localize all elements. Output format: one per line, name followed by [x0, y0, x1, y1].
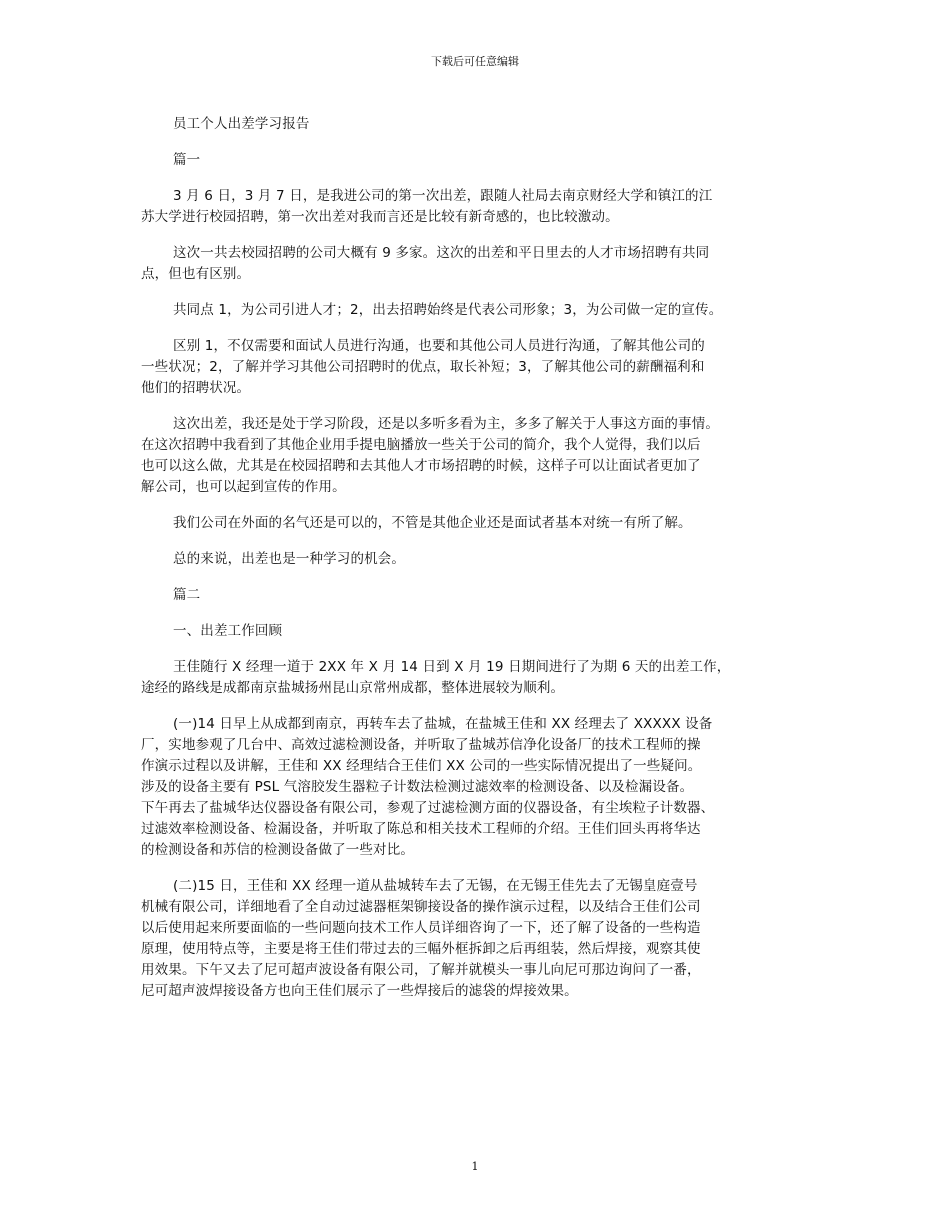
page-number: 1	[471, 1160, 479, 1173]
subsection-heading: 一、出差工作回顾	[173, 623, 283, 639]
body-paragraph: 共同点 1，为公司引进人才；2，出去招聘始终是代表公司形象；3，为公司做一定的宣传。	[173, 302, 723, 318]
section-heading-part-one: 篇一	[173, 152, 201, 168]
body-paragraph: (二)15 日，王佳和 XX 经理一道从盐城转车去了无锡，在无锡王佳先去了无锡皇庭壹号 机械有限公司，详细地看了全自动过滤器框架铆接设备的操作演示过程，以及结合王佳们公司 以后使用起来所要面临的一些问题向技术工作人员详细咨询了一下，还了解了设备的一些构造 原理，使用特点等，主要是将王佳们带过去的三幅外框拆卸之后再组装，然后焊接，观察其使 用效果。下午又去了尼可超声波设备有限公司，了解并就模头一事儿向尼可那边询问了一番， 尼可超声波焊接设备方也向王佳们展示了一些焊接后的滤袋的焊接效果。	[141, 878, 701, 999]
body-paragraph: 总的来说，出差也是一种学习的机会。	[173, 551, 406, 567]
document-title: 员工个人出差学习报告	[173, 116, 310, 132]
section-heading-part-two: 篇二	[173, 587, 201, 603]
body-paragraph: 3 月 6 日，3 月 7 日，是我进公司的第一次出差，跟随人社局去南京财经大学和镇江的江 苏大学进行校园招聘，第一次出差对我而言还是比较有新奇感的，也比较激动。	[141, 188, 713, 225]
body-paragraph: 这次一共去校园招聘的公司大概有 9 多家。这次的出差和平日里去的人才市场招聘有共同 点，但也有区别。	[141, 245, 710, 282]
body-paragraph: 区别 1，不仅需要和面试人员进行沟通，也要和其他公司人员进行沟通，了解其他公司的 一些状况；2，了解并学习其他公司招聘时的优点，取长补短；3，了解其他公司的薪酬福利和 他们的招聘状况。	[141, 338, 705, 396]
document-body	[141, 114, 821, 1017]
body-paragraph: 我们公司在外面的名气还是可以的，不管是其他企业还是面试者基本对统一有所了解。	[173, 515, 692, 531]
page-header: 下载后可任意编辑	[431, 55, 519, 68]
body-paragraph: 这次出差，我还是处于学习阶段，还是以多听多看为主，多多了解关于人事这方面的事情。 在这次招聘中我看到了其他企业用手提电脑播放一些关于公司的简介，我个人觉得，我们以后 也可以这么做，尤其是在校园招聘和去其他人才市场招聘的时候，这样子可以让面试者更加了 解公司，也可以起到宣传的作用。	[141, 416, 719, 495]
body-paragraph: 王佳随行 X 经理一道于 2XX 年 X 月 14 日到 X 月 19 日期间进行了为期 6 天的出差工作， 途经的路线是成都南京盐城扬州昆山京常州成都，整体进展较为顺利。	[141, 659, 731, 696]
body-paragraph: (一)14 日早上从成都到南京，再转车去了盐城，在盐城王佳和 XX 经理去了 XXXXX 设备 厂，实地参观了几台中、高效过滤检测设备，并听取了盐城苏信净化设备厂的技术工程师的操 作演示过程以及讲解，王佳和 XX 经理结合王佳们 XX 公司的一些实际情况提出了一些疑问。 涉及的设备主要有 PSL 气溶胶发生器粒子计数法检测过滤效率的检测设备、以及检漏设备。 下午再去了盐城华达仪器设备有限公司，参观了过滤检测方面的仪器设备，有尘埃粒子计数器、 过滤效率检测设备、检漏设备，并听取了陈总和相关技术工程师的介绍。王佳们回头再将华达 的检测设备和苏信的检测设备做了一些对比。	[141, 716, 715, 858]
